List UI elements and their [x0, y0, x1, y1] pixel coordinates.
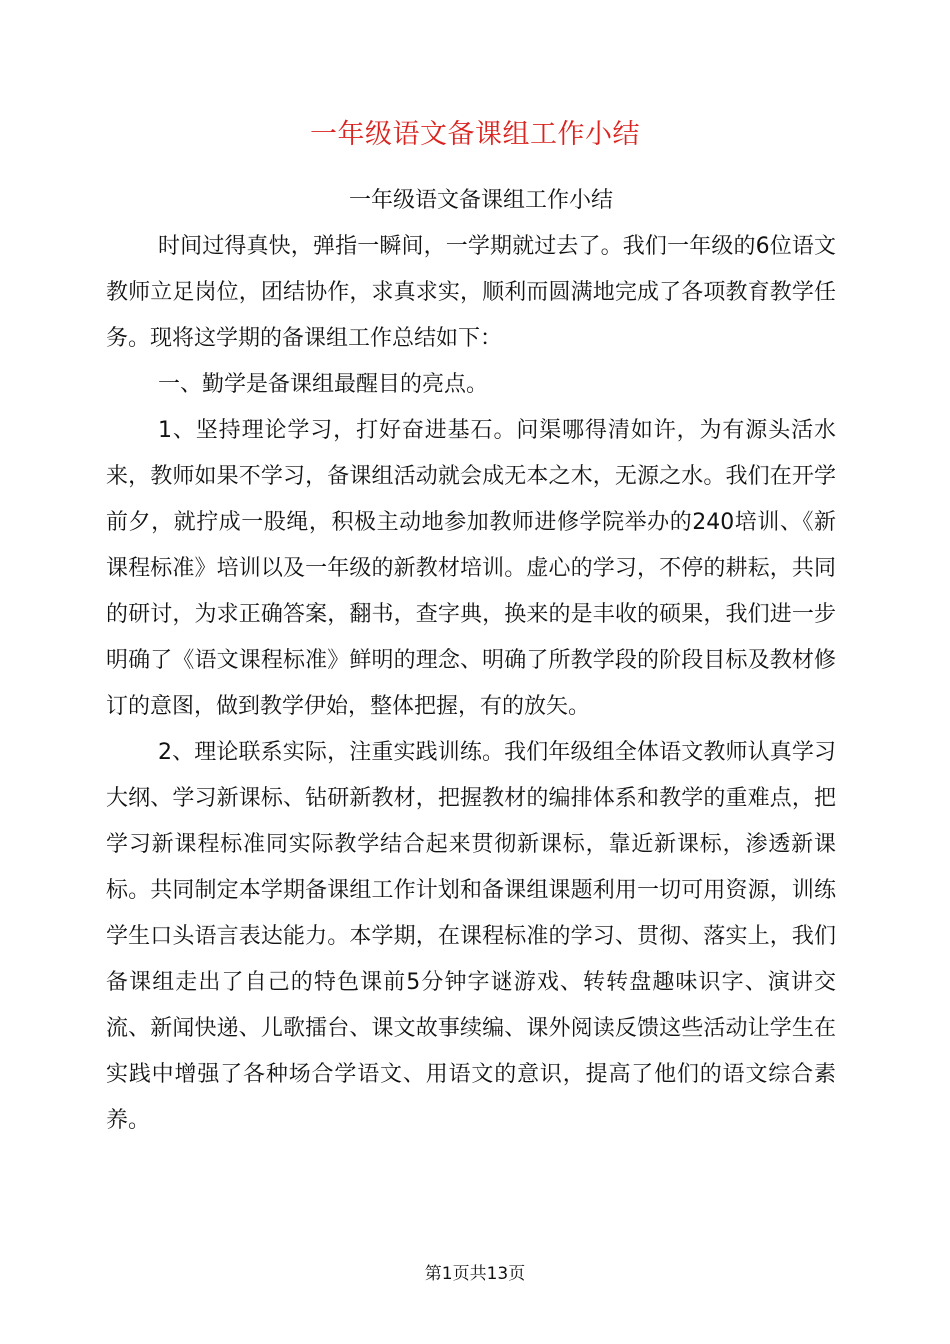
document-title: 一年级语文备课组工作小结 — [310, 119, 640, 150]
document-subtitle: 一年级语文备课组工作小结 — [348, 188, 613, 213]
document-body — [106, 178, 836, 1144]
paragraph-point-2: 2、理论联系实际，注重实践训练。我们年级组全体语文教师认真学习大纲、学习新课标、钻研新教材，把握教材的编排体系和教学的重难点，把学习新课程标准同实际教学结合起来贯彻新课标，靠近新课标，渗透新课标。共同制定本学期备课组工作计划和备课组课题利用一切可用资源，训练学生口头语言表达能力。本学期，在课程标准的学习、贯彻、落实上，我们备课组走出了自己的特色课前5分钟字谜游戏、转转盘趣味识字、演讲交流、新闻快递、儿歌擂台、课文故事续编、课外阅读反馈这些活动让学生在实践中增强了各种场合学语文、用语文的意识，提高了他们的语文综合素养。 — [106, 740, 836, 1133]
page-number-footer: 第1页共13页 — [424, 1264, 526, 1284]
paragraph-point-1: 1、坚持理论学习，打好奋进基石。问渠哪得清如许，为有源头活水来，教师如果不学习，备课组活动就会成无本之木，无源之水。我们在开学前夕，就拧成一股绳，积极主动地参加教师进修学院举办的240培训、《新课程标准》培训以及一年级的新教材培训。虚心的学习，不停的耕耘，共同的研讨，为求正确答案，翻书，查字典，换来的是丰收的硕果，我们进一步明确了《语文课程标准》鲜明的理念、明确了所教学段的阶段目标及教材修订的意图，做到教学伊始，整体把握，有的放矢。 — [106, 418, 836, 719]
paragraph-section-heading: 一、勤学是备课组最醒目的亮点。 — [158, 372, 489, 397]
paragraph-intro: 时间过得真快，弹指一瞬间，一学期就过去了。我们一年级的6位语文教师立足岗位，团结协作，求真求实，顺利而圆满地完成了各项教育教学任务。现将这学期的备课组工作总结如下： — [106, 234, 836, 351]
